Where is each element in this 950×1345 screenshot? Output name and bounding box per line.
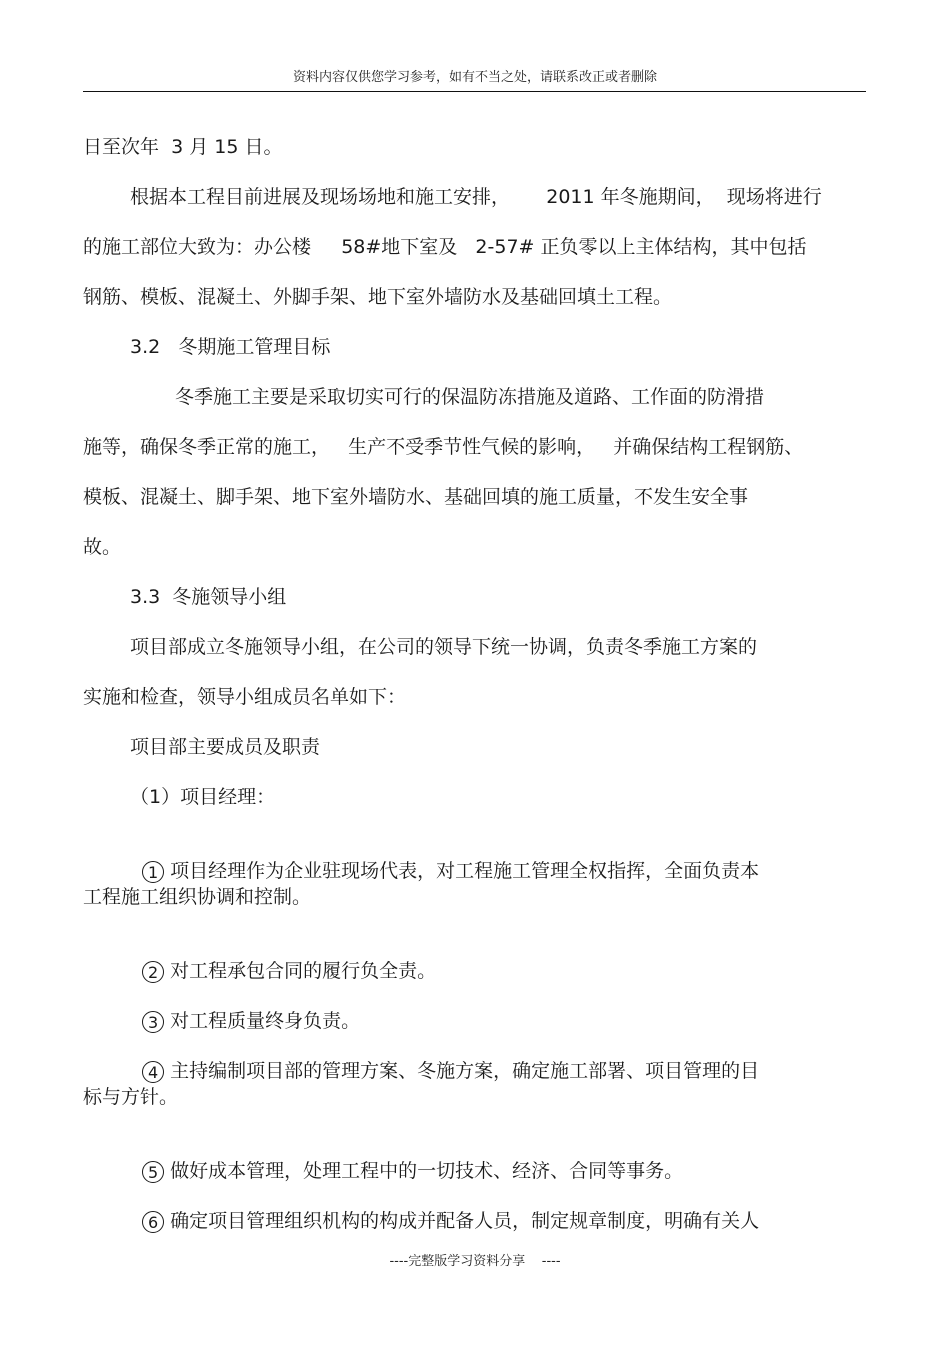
- section-heading: 3.3 冬施领导小组: [130, 586, 287, 608]
- circled-number-6: 6: [142, 1211, 164, 1233]
- paragraph-line: 项目部主要成员及职责: [130, 736, 321, 758]
- list-item: [130, 935, 436, 983]
- circled-number-1: 1: [142, 861, 164, 883]
- list-item: [130, 985, 360, 1033]
- page-footer: ----完整版学习资料分享 ----: [389, 1254, 561, 1269]
- paragraph-line: 工程施工组织协调和控制。: [83, 886, 312, 908]
- paragraph-line: 实施和检查，领导小组成员名单如下：: [83, 686, 407, 708]
- list-item: [130, 1185, 759, 1233]
- paragraph-line: 故。: [83, 536, 122, 558]
- list-item-text: 项目经理作为企业驻现场代表，对工程施工管理全权指挥，全面负责本: [170, 860, 760, 882]
- list-item: [130, 1135, 683, 1183]
- list-item-text: 对工程承包合同的履行负全责。: [170, 960, 437, 982]
- circled-number-4: 4: [142, 1061, 164, 1083]
- paragraph-line: 的施工部位大致为：办公楼 58#地下室及 2-57# 正负零以上主体结构，其中包括: [83, 236, 807, 258]
- paragraph-line: 施等，确保冬季正常的施工， 生产不受季节性气候的影响， 并确保结构工程钢筋、: [83, 436, 804, 458]
- paragraph-line: 标与方针。: [83, 1086, 179, 1108]
- header-divider: [83, 91, 866, 92]
- section-heading: 3.2 冬期施工管理目标: [130, 336, 331, 358]
- paragraph-line: 日至次年 3 月 15 日。: [83, 136, 283, 158]
- paragraph-line: 模板、混凝土、脚手架、地下室外墙防水、基础回填的施工质量，不发生安全事: [83, 486, 749, 508]
- paragraph-line: 项目部成立冬施领导小组，在公司的领导下统一协调，负责冬季施工方案的: [130, 636, 758, 658]
- circled-number-3: 3: [142, 1011, 164, 1033]
- list-item: [130, 1035, 759, 1083]
- list-item-text: 做好成本管理，处理工程中的一切技术、经济、合同等事务。: [170, 1160, 684, 1182]
- list-item-text: 对工程质量终身负责。: [170, 1010, 361, 1032]
- circled-number-5: 5: [142, 1161, 164, 1183]
- subheading: （1）项目经理：: [130, 786, 276, 808]
- list-item-text: 确定项目管理组织机构的构成并配备人员，制定规章制度，明确有关人: [170, 1210, 760, 1232]
- paragraph-line: 钢筋、模板、混凝土、外脚手架、地下室外墙防水及基础回填土工程。: [83, 286, 673, 308]
- paragraph-line: 根据本工程目前进展及现场场地和施工安排， 2011 年冬施期间， 现场将进行: [130, 186, 822, 208]
- list-item-text: 主持编制项目部的管理方案、冬施方案，确定施工部署、项目管理的目: [170, 1060, 760, 1082]
- circled-number-2: 2: [142, 961, 164, 983]
- page-header: 资料内容仅供您学习参考，如有不当之处，请联系改正或者删除: [292, 70, 657, 85]
- paragraph-line: 冬季施工主要是采取切实可行的保温防冻措施及道路、工作面的防滑措: [175, 386, 765, 408]
- list-item: [130, 835, 759, 883]
